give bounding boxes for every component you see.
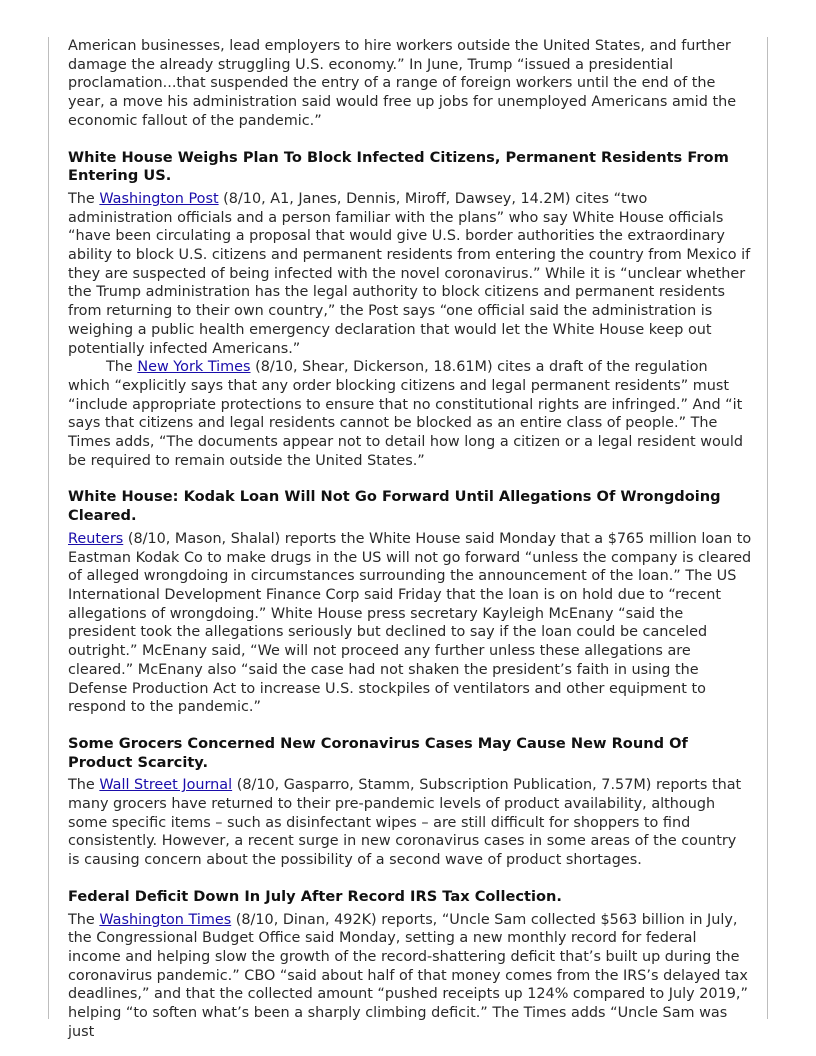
- paragraph-body: (8/10, Gasparro, Stamm, Subscription Publication, 7.57M) reports that many grocers have returned to their pre-pandemic levels of product availability, although some specific items – such as disinfectant wipes – are still difficult for shoppers to find consistently. However, a recent surge in new coronavirus cases in some areas of the country is causing concern about the possibility of a second wave of product shortages.: [68, 777, 742, 869]
- right-margin-rule: [767, 37, 768, 1019]
- article-headline: White House Weighs Plan To Block Infected Citizens, Permanent Residents From Entering US.: [68, 148, 729, 185]
- article-headline: White House: Kodak Loan Will Not Go Forward Until Allegations Of Wrongdoing Cleared.: [68, 488, 721, 525]
- article: [68, 488, 752, 716]
- article-paragraph: [68, 530, 752, 717]
- intro-paragraph: American businesses, lead employers to hire workers outside the United States, and further damage the already struggling U.S. economy.” In June, Trump “issued a presidential proclamation...that suspended the entry of a range of foreign workers until the end of the year, a move his administration said would free up jobs for unemployed Americans amid the economic fallout of the pandemic.”: [68, 38, 737, 129]
- article-paragraph: [68, 358, 752, 470]
- article-paragraph: [68, 911, 752, 1042]
- paragraph-prefix: The: [68, 777, 100, 794]
- article: [68, 888, 752, 1042]
- source-link-reuters[interactable]: Reuters: [68, 530, 124, 547]
- source-link-washington-post[interactable]: Washington Post: [99, 190, 219, 207]
- article-headline: Federal Deficit Down In July After Record IRS Tax Collection.: [68, 887, 562, 905]
- source-link-wall-street-journal[interactable]: Wall Street Journal: [99, 777, 233, 794]
- paragraph-prefix: The: [68, 190, 100, 207]
- article: [68, 735, 752, 870]
- paragraph-body: (8/10, A1, Janes, Dennis, Miroff, Dawsey, 14.2M) cites “two administration officials and a person familiar with the plans” who say White House officials “have been circulating a proposal that would give U.S. border authorities the extraordinary ability to block U.S. citizens and permanent residents from entering the country from Mexico if they are suspected of being infected with the novel coronavirus.” While it is “unclear whether the Trump administration has the legal authority to block citizens and permanent residents from returning to their own country,” the Post says “one official said the administration is weighing a public health emergency declaration that would let the White House keep out potentially infected Americans.”: [68, 190, 751, 357]
- left-margin-rule: [48, 37, 49, 1019]
- article: [68, 149, 752, 471]
- paragraph-body: (8/10, Dinan, 492K) reports, “Uncle Sam collected $563 billion in July, the Congressional Budget Office said Monday, setting a new monthly record for federal income and helping slow the growth of the record-shattering deficit that’s built up during the coronavirus pandemic.” CBO “said about half of that money comes from the IRS’s delayed tax deadlines,” and that the collected amount “pushed receipts up 124% compared to July 2019,” helping “to soften what’s been a sharply climbing deficit.” The Times adds “Uncle Sam was just: [68, 911, 748, 1040]
- paragraph-prefix: The: [68, 911, 100, 928]
- paragraph-body: (8/10, Shear, Dickerson, 18.61M) cites a draft of the regulation which “explicitly says that any order blocking citizens and legal permanent residents” must “include appropriate protections to ensure that no constitutional rights are infringed.” And “it says that citizens and legal residents cannot be blocked as an entire class of people.” The Times adds, “The documents appear not to detail how long a citizen or a legal resident would be required to remain outside the United States.”: [68, 359, 744, 469]
- source-link-washington-times[interactable]: Washington Times: [99, 911, 232, 928]
- paragraph-body: (8/10, Mason, Shalal) reports the White House said Monday that a $765 million loan to Eastman Kodak Co to make drugs in the US will not go forward “unless the company is cleared of alleged wrongdoing in circumstances surrounding the announcement of the loan.” The US International Development Finance Corp said Friday that the loan is on hold due to “recent allegations of wrongdoing.” White House press secretary Kayleigh McEnany “said the president took the allegations seriously but declined to say if the loan could be canceled outright.” McEnany said, “We will not proceed any further unless these allegations are cleared.” McEnany also “said the case had not shaken the president’s faith in using the Defense Production Act to increase U.S. stockpiles of ventilators and other equipment to respond to the pandemic.”: [68, 530, 752, 716]
- article-paragraph: [68, 190, 752, 358]
- source-link-new-york-times[interactable]: New York Times: [137, 359, 251, 376]
- paragraph-prefix: The: [106, 359, 138, 376]
- document-body: [68, 37, 752, 1041]
- article-paragraph: [68, 776, 752, 870]
- article-headline: Some Grocers Concerned New Coronavirus Cases May Cause New Round Of Product Scarcity.: [68, 734, 688, 771]
